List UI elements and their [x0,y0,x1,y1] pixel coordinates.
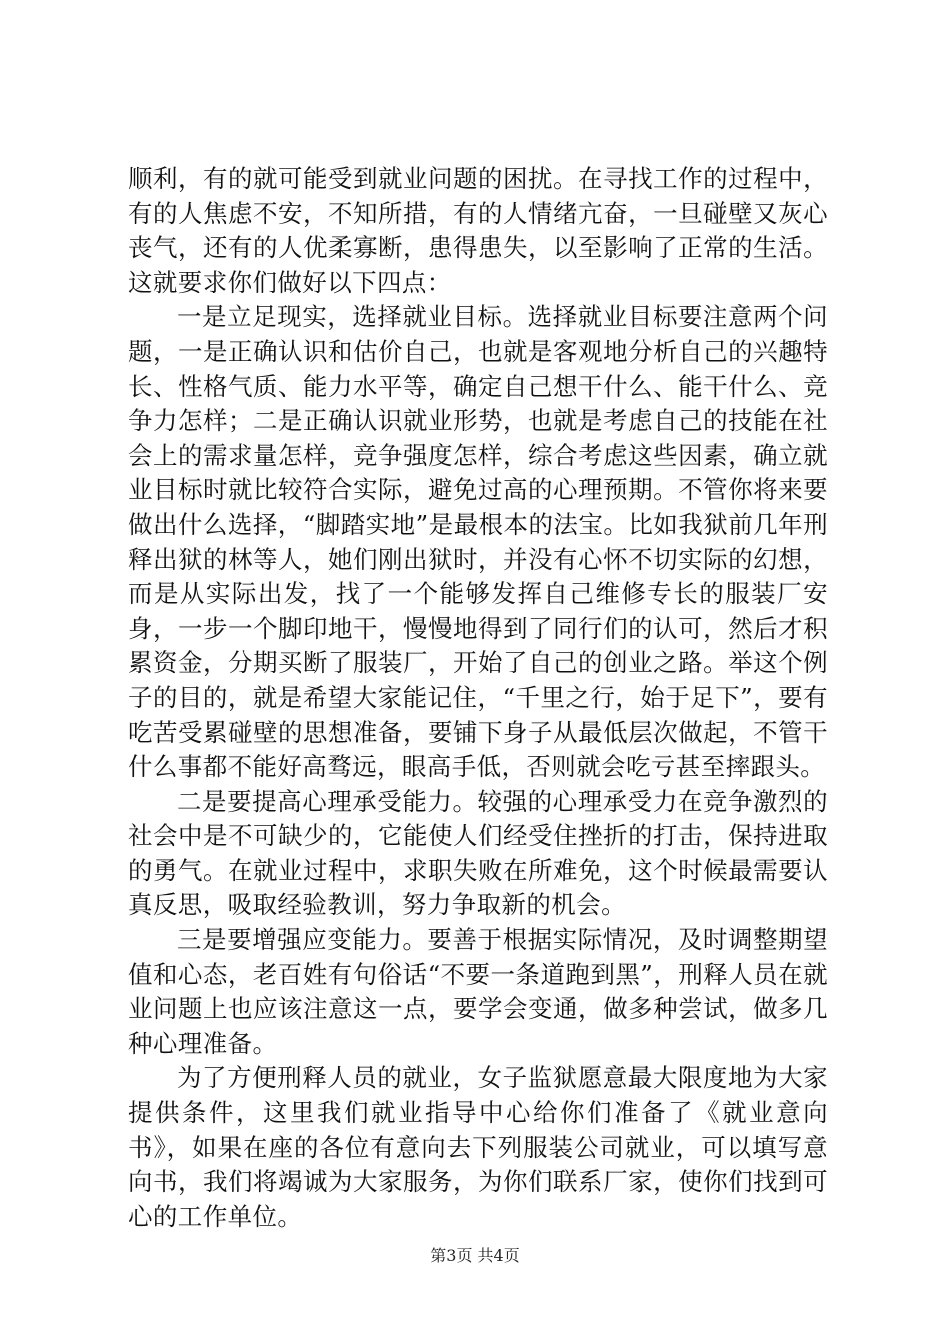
paragraph-3: 二是要提高心理承受能力。较强的心理承受力在竞争激烈的社会中是不可缺少的，它能使人们经受住挫折的打击，保持进取的勇气。在就业过程中，求职失败在所难免，这个时候最需要认真反思，吸取经验教训，努力争取新的机会。 [128,786,828,920]
document-body [128,162,828,1234]
paragraph-2: 一是立足现实，选择就业目标。选择就业目标要注意两个问题，一是正确认识和估价自己，也就是客观地分析自己的兴趣特长、性格气质、能力水平等，确定自己想干什么、能干什么、竞争力怎样；二是正确认识就业形势，也就是考虑自己的技能在社会上的需求量怎样，竞争强度怎样，综合考虑这些因素，确立就业目标时就比较符合实际，避免过高的心理预期。不管你将来要做出什么选择，“脚踏实地”是最根本的法宝。比如我狱前几年刑释出狱的林等人，她们刚出狱时，并没有心怀不切实际的幻想，而是从实际出发，找了一个能够发挥自己维修专长的服装厂安身，一步一个脚印地干，慢慢地得到了同行们的认可，然后才积累资金，分期买断了服装厂，开始了自己的创业之路。举这个例子的目的，就是希望大家能记住，“千里之行，始于足下”，要有吃苦受累碰壁的思想准备，要铺下身子从最低层次做起，不管干什么事都不能好高骛远，眼高手低，否则就会吃亏甚至摔跟头。 [128,302,828,782]
paragraph-1: 顺利，有的就可能受到就业问题的困扰。在寻找工作的过程中，有的人焦虑不安，不知所措，有的人情绪亢奋，一旦碰壁又灰心丧气，还有的人优柔寡断，患得患失，以至影响了正常的生活。这就要求你们做好以下四点： [128,164,828,297]
page-footer: 第3页 共4页 [430,1246,520,1265]
paragraph-4: 三是要增强应变能力。要善于根据实际情况，及时调整期望值和心态，老百姓有句俗话“不要一条道跑到黑”，刑释人员在就业问题上也应该注意这一点，要学会变通，做多种尝试，做多几种心理准备。 [128,925,828,1058]
paragraph-5: 为了方便刑释人员的就业，女子监狱愿意最大限度地为大家提供条件，这里我们就业指导中心给你们准备了《就业意向书》，如果在座的各位有意向去下列服装公司就业，可以填写意向书，我们将竭诚为大家服务，为你们联系厂家，使你们找到可心的工作单位。 [128,1063,828,1231]
